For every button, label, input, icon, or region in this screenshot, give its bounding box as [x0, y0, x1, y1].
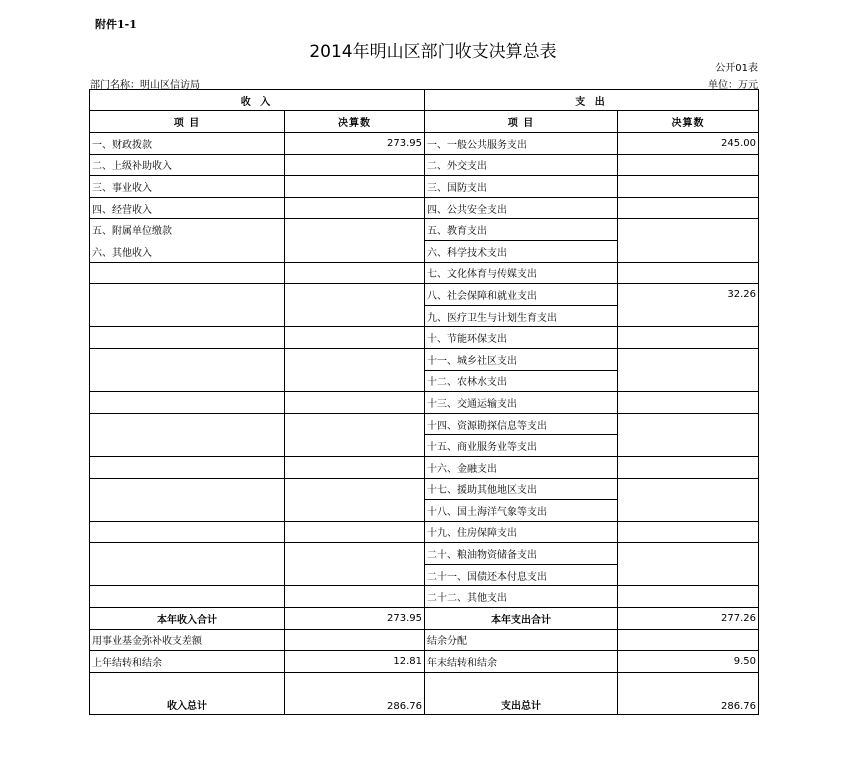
income-grand-total-value: 286.76	[285, 672, 425, 714]
expense-total-value: 277.26	[618, 608, 759, 630]
expense-item-value	[618, 240, 759, 262]
income-item-value	[285, 543, 425, 565]
income-item-value	[285, 348, 425, 370]
income-item-value	[285, 240, 425, 262]
budget-table	[89, 89, 759, 715]
expense-total-label: 本年支出合计	[425, 608, 618, 630]
income-item-value	[285, 521, 425, 543]
expense-item-name: 十八、国土海洋气象等支出	[425, 500, 618, 522]
expense-item-name: 十九、住房保障支出	[425, 521, 618, 543]
income-item-name: 六、其他收入	[90, 240, 285, 262]
unit-label: 单位：万元	[708, 80, 758, 91]
expense-item-name: 十七、援助其他地区支出	[425, 478, 618, 500]
table-row	[90, 478, 759, 500]
income-item-name	[90, 413, 285, 435]
expense-item-value	[618, 478, 759, 500]
expense-item-name: 十六、金融支出	[425, 456, 618, 478]
income-item-name	[90, 305, 285, 327]
expense-item-value	[618, 348, 759, 370]
income-item-name	[90, 284, 285, 306]
surplus-allocation-label: 结余分配	[425, 629, 618, 651]
expense-item-name: 十一、城乡社区支出	[425, 348, 618, 370]
table-row	[90, 240, 759, 262]
income-item-value	[285, 154, 425, 176]
table-row	[90, 284, 759, 306]
expense-item-name: 七、文化体育与传媒支出	[425, 262, 618, 284]
income-item-name: 三、事业收入	[90, 176, 285, 198]
table-row	[90, 413, 759, 435]
income-item-name	[90, 348, 285, 370]
table-row	[90, 564, 759, 586]
income-item-value	[285, 456, 425, 478]
expense-item-name: 二、外交支出	[425, 154, 618, 176]
income-item-name	[90, 543, 285, 565]
table-row	[90, 608, 759, 630]
income-item-value	[285, 219, 425, 241]
expense-item-value	[618, 197, 759, 219]
expense-item-value	[618, 370, 759, 392]
income-item-value	[285, 327, 425, 349]
expense-item-value	[618, 262, 759, 284]
expense-grand-total-value: 286.76	[618, 672, 759, 714]
income-item-name: 四、经营收入	[90, 197, 285, 219]
table-row	[90, 672, 759, 714]
expense-item-value	[618, 435, 759, 457]
expense-item-name: 十五、商业服务业等支出	[425, 435, 618, 457]
expense-item-value	[618, 176, 759, 198]
table-row	[90, 456, 759, 478]
expense-item-value	[618, 456, 759, 478]
income-item-value	[285, 564, 425, 586]
carryover-value: 12.81	[285, 651, 425, 673]
yearend-label: 年末结转和结余	[425, 651, 618, 673]
income-item-name	[90, 521, 285, 543]
table-row	[90, 262, 759, 284]
expense-item-name: 六、科学技术支出	[425, 240, 618, 262]
expense-grand-total-label: 支出总计	[425, 672, 618, 714]
expense-item-name: 十三、交通运输支出	[425, 392, 618, 414]
expense-item-col-header: 项 目	[425, 111, 618, 133]
table-row	[90, 370, 759, 392]
income-item-name	[90, 327, 285, 349]
expense-item-name: 八、社会保障和就业支出	[425, 284, 618, 306]
fund-offset-value	[285, 629, 425, 651]
income-item-name	[90, 370, 285, 392]
income-item-col-header: 项 目	[90, 111, 285, 133]
expense-item-name: 一、一般公共服务支出	[425, 133, 618, 155]
yearend-value: 9.50	[618, 651, 759, 673]
table-row	[90, 348, 759, 370]
income-item-value	[285, 435, 425, 457]
income-item-value	[285, 176, 425, 198]
expense-item-value	[618, 327, 759, 349]
income-total-value: 273.95	[285, 608, 425, 630]
income-item-value	[285, 500, 425, 522]
attachment-label: 附件1-1	[95, 18, 137, 31]
table-row	[90, 392, 759, 414]
table-row	[90, 176, 759, 198]
expense-item-name: 九、医疗卫生与计划生育支出	[425, 305, 618, 327]
expense-item-value	[618, 305, 759, 327]
income-item-name	[90, 564, 285, 586]
table-row	[90, 154, 759, 176]
table-row	[90, 219, 759, 241]
expense-item-value	[618, 413, 759, 435]
income-item-value	[285, 413, 425, 435]
expense-item-value: 245.00	[618, 133, 759, 155]
income-item-value	[285, 197, 425, 219]
fund-offset-label: 用事业基金弥补收支差额	[90, 629, 285, 651]
income-item-name	[90, 586, 285, 608]
expense-item-value	[618, 564, 759, 586]
income-item-name	[90, 456, 285, 478]
income-item-value	[285, 262, 425, 284]
table-row	[90, 521, 759, 543]
expense-item-value	[618, 154, 759, 176]
income-amount-col-header: 决算数	[285, 111, 425, 133]
income-grand-total-label: 收入总计	[90, 672, 285, 714]
table-row	[90, 543, 759, 565]
income-item-value	[285, 284, 425, 306]
section-header-row	[90, 90, 759, 111]
table-row	[90, 435, 759, 457]
table-row	[90, 629, 759, 651]
department-name: 部门名称：明山区信访局	[90, 80, 200, 91]
income-item-name	[90, 500, 285, 522]
income-item-name	[90, 435, 285, 457]
table-row	[90, 133, 759, 155]
expense-item-name: 二十一、国债还本付息支出	[425, 564, 618, 586]
expense-item-name: 十四、资源勘探信息等支出	[425, 413, 618, 435]
income-item-name	[90, 478, 285, 500]
income-item-name	[90, 262, 285, 284]
income-item-value	[285, 305, 425, 327]
table-row	[90, 586, 759, 608]
form-id: 公开01表	[715, 63, 758, 74]
expense-item-value	[618, 521, 759, 543]
page-title: 2014年明山区部门收支决算总表	[309, 42, 557, 62]
expense-item-name: 十、节能环保支出	[425, 327, 618, 349]
expense-item-value: 32.26	[618, 284, 759, 306]
table-row	[90, 197, 759, 219]
column-header-row	[90, 111, 759, 133]
income-item-name: 五、附属单位缴款	[90, 219, 285, 241]
table-row	[90, 651, 759, 673]
table-row	[90, 327, 759, 349]
income-item-name: 一、财政拨款	[90, 133, 285, 155]
surplus-allocation-value	[618, 629, 759, 651]
expense-item-name: 四、公共安全支出	[425, 197, 618, 219]
income-total-label: 本年收入合计	[90, 608, 285, 630]
expense-item-name: 三、国防支出	[425, 176, 618, 198]
expense-header: 支 出	[425, 90, 759, 111]
income-item-value	[285, 370, 425, 392]
expense-item-name: 二十、粮油物资储备支出	[425, 543, 618, 565]
expense-item-value	[618, 500, 759, 522]
income-item-value	[285, 586, 425, 608]
expense-item-value	[618, 543, 759, 565]
income-header: 收 入	[90, 90, 425, 111]
expense-item-name: 十二、农林水支出	[425, 370, 618, 392]
income-item-value: 273.95	[285, 133, 425, 155]
table-row	[90, 500, 759, 522]
expense-item-name: 五、教育支出	[425, 219, 618, 241]
expense-item-name: 二十二、其他支出	[425, 586, 618, 608]
income-item-name: 二、上级补助收入	[90, 154, 285, 176]
table-row	[90, 305, 759, 327]
expense-item-value	[618, 586, 759, 608]
income-item-value	[285, 392, 425, 414]
expense-amount-col-header: 决算数	[618, 111, 759, 133]
income-item-value	[285, 478, 425, 500]
expense-item-value	[618, 392, 759, 414]
expense-item-value	[618, 219, 759, 241]
income-item-name	[90, 392, 285, 414]
carryover-label: 上年结转和结余	[90, 651, 285, 673]
